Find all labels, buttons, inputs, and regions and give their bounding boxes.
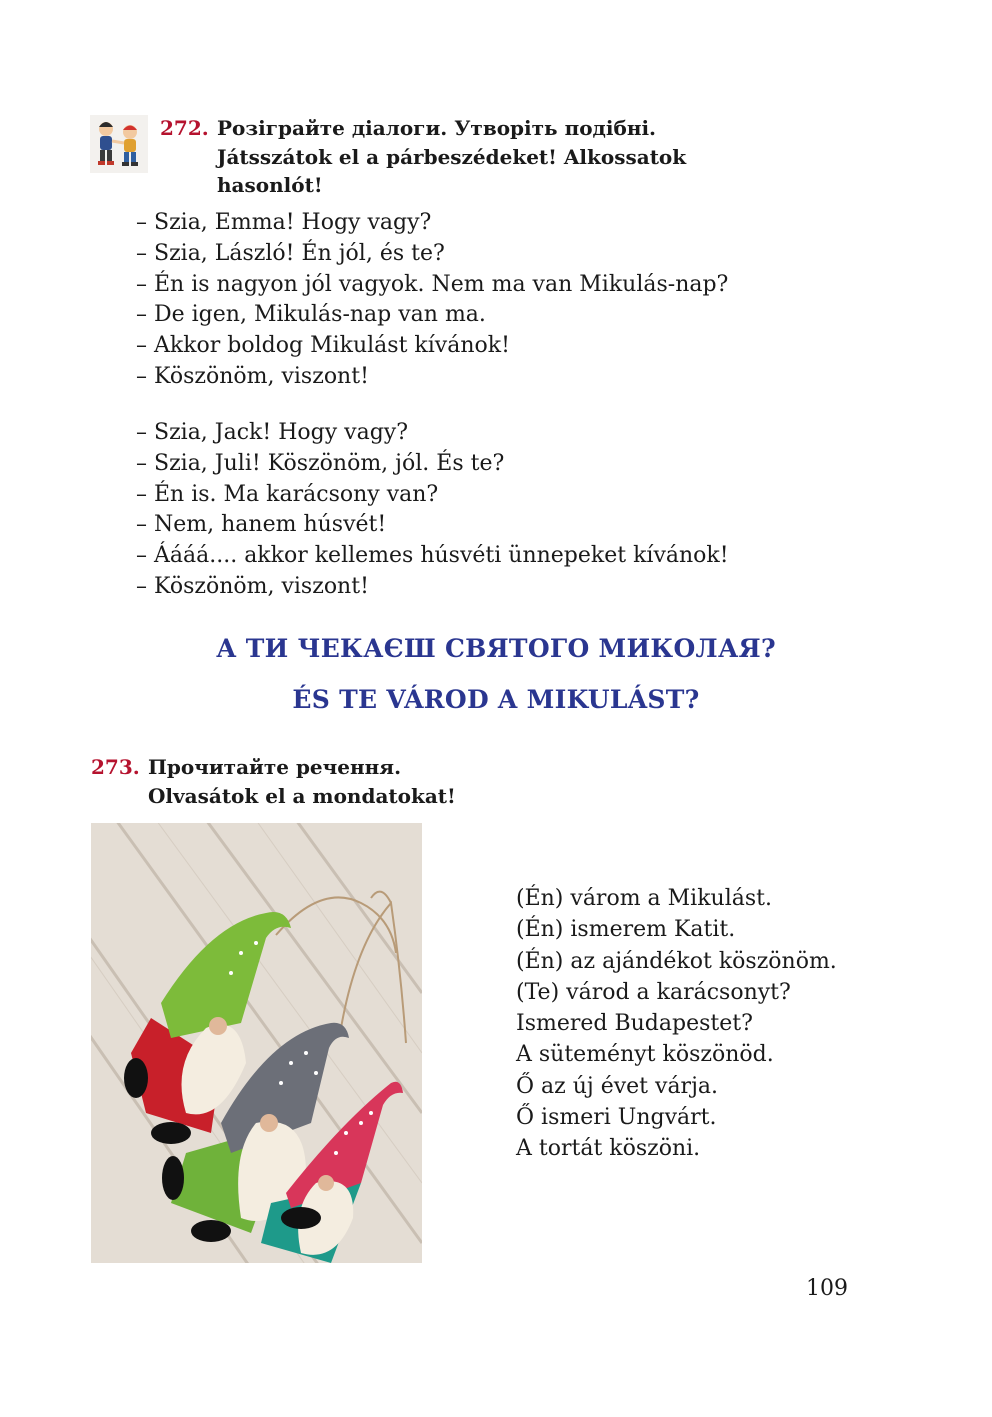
sentence-item: (Te) várod a karácsonyt? <box>516 979 791 1005</box>
sentence-list <box>516 883 837 1165</box>
sentence-item: Ő ismeri Ungvárt. <box>516 1105 717 1131</box>
dialog-line: – Köszönöm, viszont! <box>136 363 369 389</box>
dialog-line: – Én is. Ma karácsony van? <box>136 481 439 507</box>
sentence-item: (Én) az ajándékot köszönöm. <box>516 948 837 974</box>
exercise-272-title-hu-cont: hasonlót! <box>217 173 323 197</box>
dialog-line: – De igen, Mikulás-nap van ma. <box>136 302 486 328</box>
dialog-line: – Nem, hanem húsvét! <box>136 512 387 538</box>
sentence-item: Ismered Budapestet? <box>516 1011 753 1037</box>
exercise-272-title-hu: Játsszátok el a párbeszédeket! Alkossatok <box>217 145 687 169</box>
gnome-ornaments-photo <box>91 823 422 1263</box>
dialog-line: – Szia, Juli! Köszönöm, jól. És te? <box>136 450 505 476</box>
exercise-272-number: 272. <box>160 116 209 140</box>
section-heading-hu: ÉS TE VÁROD A MIKULÁST? <box>292 685 700 714</box>
exercise-273-title-hu: Olvasátok el a mondatokat! <box>148 784 456 808</box>
dialog-1 <box>136 208 728 393</box>
dialog-line: – Szia, Jack! Hogy vagy? <box>136 420 409 445</box>
page-number: 109 <box>806 1276 848 1301</box>
exercise-273-title-uk: Прочитайте речення. <box>148 755 402 779</box>
dialog-2 <box>136 418 729 603</box>
dialog-line: – Köszönöm, viszont! <box>136 573 369 599</box>
dialog-line: – Akkor boldog Mikulást kívánok! <box>136 333 510 359</box>
sentence-item: A süteményt köszönöd. <box>516 1042 774 1068</box>
dialog-line: – Szia, László! Én jól, és te? <box>136 240 445 266</box>
dialog-line: – Én is nagyon jól vagyok. Nem ma van Mikulás-nap? <box>136 271 729 297</box>
sentence-item: (Én) várom a Mikulást. <box>516 886 772 911</box>
two-children-icon <box>90 115 148 173</box>
sentence-item: Ő az új évet várja. <box>516 1073 719 1099</box>
exercise-273-number: 273. <box>91 755 140 779</box>
dialog-line: – Szia, Emma! Hogy vagy? <box>136 210 432 235</box>
exercise-272-title-uk: Розіграйте діалоги. Утворіть подібні. <box>217 116 657 140</box>
dialog-line: – Áááá.... akkor kellemes húsvéti ünnepeket kívánok! <box>136 543 729 569</box>
section-heading-uk: А ТИ ЧЕКАЄШ СВЯТОГО МИКОЛАЯ? <box>216 634 776 663</box>
sentence-item: (Én) ismerem Katit. <box>516 917 736 943</box>
sentence-item: A tortát köszöni. <box>516 1136 701 1162</box>
